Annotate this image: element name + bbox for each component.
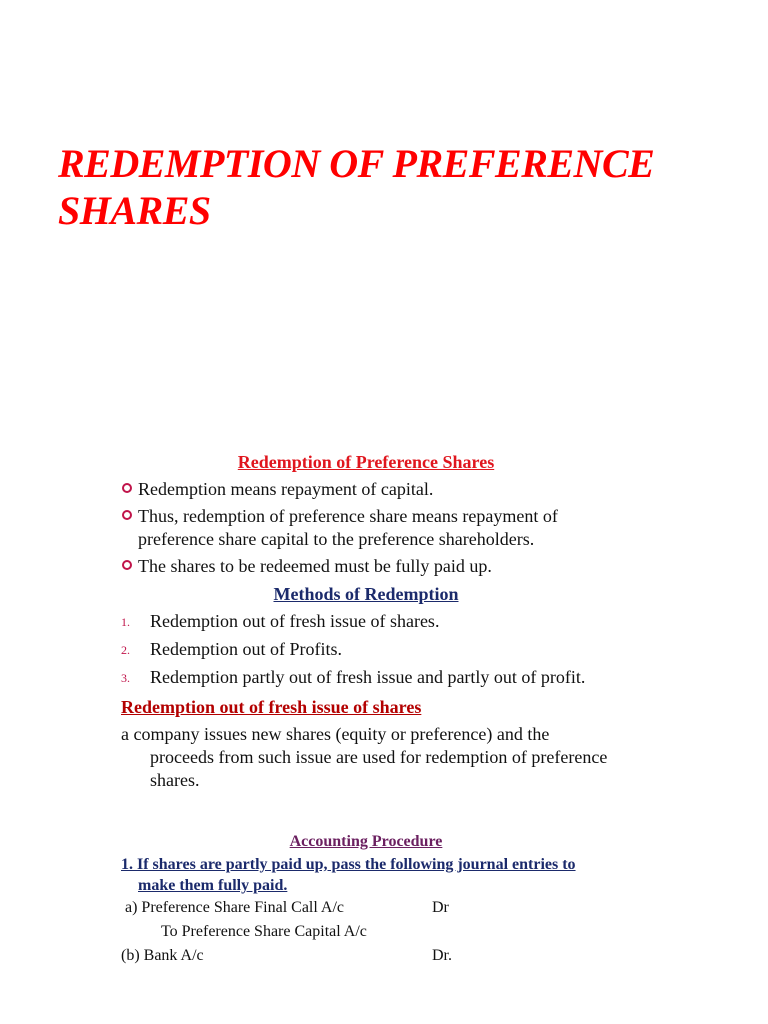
journal-account: a) Preference Share Final Call A/c — [125, 899, 345, 916]
method-item — [121, 610, 611, 633]
method-number: 2. — [121, 643, 130, 657]
section-heading: Redemption of Preference Shares — [237, 452, 495, 472]
method-number: 3. — [121, 671, 130, 685]
bullet-list — [121, 478, 611, 578]
fresh-issue-heading: Redemption out of fresh issue of shares — [121, 697, 422, 717]
bullet-text: The shares to be redeemed must be fully paid up. — [138, 556, 492, 576]
journal-side: Dr. — [432, 947, 452, 964]
journal-entry — [121, 944, 611, 968]
journal-account: (b) Bank A/c — [121, 947, 204, 964]
bullet-text: Thus, redemption of preference share means repayment of preference share capital to the preference shareholders. — [138, 506, 558, 549]
method-number: 1. — [121, 615, 130, 629]
slide-title: REDEMPTION OF PREFERENCE SHARES — [58, 141, 655, 233]
ring-bullet-icon — [122, 510, 132, 520]
journal-entry — [121, 896, 611, 920]
fresh-issue-text: a company issues new shares (equity or preference) and the proceeds from such issue are used for redemption of preference shares. — [121, 724, 608, 790]
journal-entry — [121, 920, 611, 944]
method-item — [121, 638, 611, 661]
methods-list — [121, 610, 611, 689]
method-item — [121, 666, 611, 689]
methods-heading: Methods of Redemption — [273, 584, 459, 604]
journal-side: Dr — [432, 899, 449, 916]
ring-bullet-icon — [122, 560, 132, 570]
bullet-text: Redemption means repayment of capital. — [138, 479, 434, 499]
method-text: Redemption partly out of fresh issue and partly out of profit. — [150, 667, 586, 687]
procedure-heading: Accounting Procedure — [289, 833, 443, 850]
bullet-item — [121, 478, 611, 501]
journal-account: To Preference Share Capital A/c — [161, 923, 367, 940]
slide-content — [121, 450, 611, 968]
method-text: Redemption out of fresh issue of shares. — [150, 611, 440, 631]
procedure-step-1: 1. If shares are partly paid up, pass the following journal entries to make them fully paid. — [121, 856, 576, 894]
bullet-item — [121, 555, 611, 578]
ring-bullet-icon — [122, 483, 132, 493]
method-text: Redemption out of Profits. — [150, 639, 342, 659]
bullet-item — [121, 505, 611, 551]
